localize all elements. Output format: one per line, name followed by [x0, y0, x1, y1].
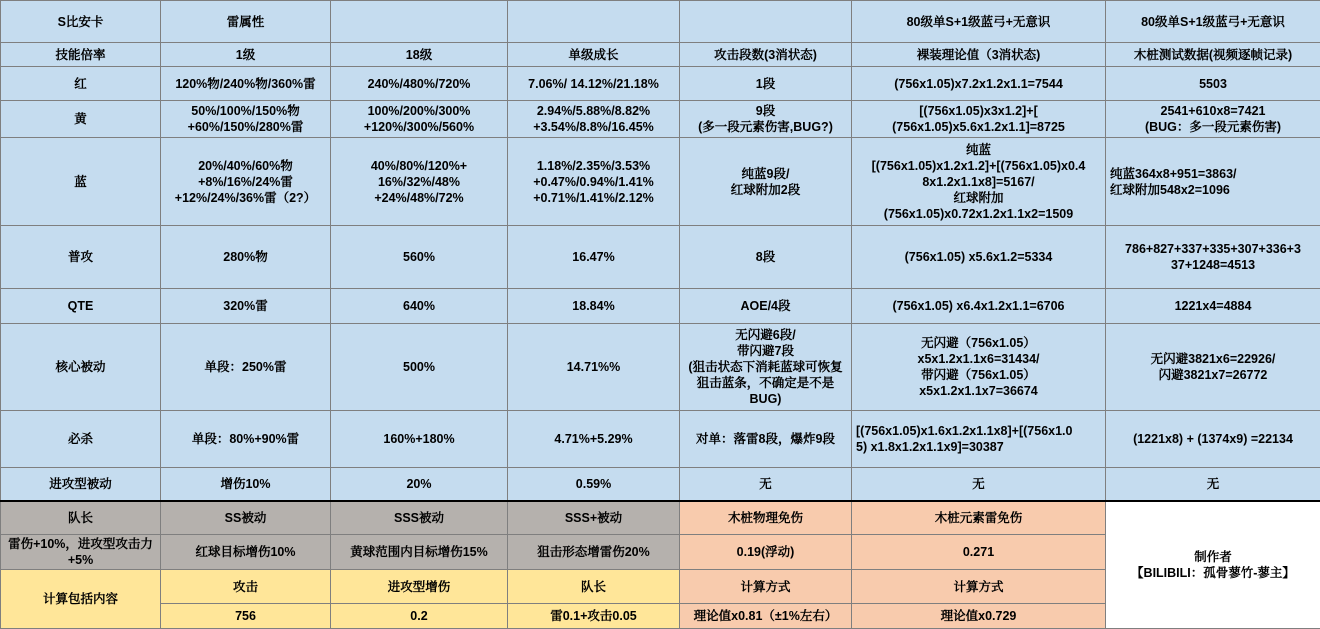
cell-hits: 对单：落雷8段，爆炸9段: [680, 411, 852, 468]
table-row-blue: [1, 138, 1320, 226]
calc-attack-value: 756: [161, 604, 331, 629]
cell-hits: 1段: [680, 67, 852, 101]
physical-res-value: 0.19(浮动): [680, 535, 852, 570]
cell-theory: (756x1.05)x7.2x1.2x1.1=7544: [852, 67, 1106, 101]
row-label: 进攻型被动: [1, 468, 161, 501]
header-row-1: [1, 1, 1320, 43]
cell-lv1: 单段：250%雷: [161, 324, 331, 411]
element-res-value: 0.271: [852, 535, 1106, 570]
cell-growth: 16.47%: [508, 226, 680, 289]
col-header-growth: 单级成长: [508, 43, 680, 67]
cell-hits: AOE/4段: [680, 289, 852, 324]
table-row-core-passive: [1, 324, 1320, 411]
cell-setup-test: 80级单S+1级蓝弓+无意识: [1106, 1, 1320, 43]
cell-theory: 无闪避（756x1.05） x5x1.2x1.1x6=31434/ 带闪避（756x1.05） x5x1.2x1.1x7=36674: [852, 324, 1106, 411]
cell-theory: (756x1.05) x5.6x1.2=5334: [852, 226, 1106, 289]
cell-test: (1221x8) + (1374x9) =22134: [1106, 411, 1320, 468]
cell-growth: 7.06%/ 14.12%/21.18%: [508, 67, 680, 101]
col-header-lv18: 18级: [331, 43, 508, 67]
cell-test: 1221x4=4884: [1106, 289, 1320, 324]
captain-desc: 雷伤+10%，进攻型攻击力+5%: [1, 535, 161, 570]
row-label: 必杀: [1, 411, 161, 468]
table-row-yellow: [1, 101, 1320, 138]
cell-element: 雷属性: [161, 1, 331, 43]
captain-sssplus-effect: 狙击形态增雷伤20%: [508, 535, 680, 570]
cell-growth: 18.84%: [508, 289, 680, 324]
cell-lv18: 560%: [331, 226, 508, 289]
cell-lv18: 240%/480%/720%: [331, 67, 508, 101]
cell-lv1: 320%雷: [161, 289, 331, 324]
cell-theory: [(756x1.05)x1.6x1.2x1.1x8]+[(756x1.0 5) x1.8x1.2x1.1x9]=30387: [852, 411, 1106, 468]
cell-test: 5503: [1106, 67, 1320, 101]
captain-sssplus-label: SSS+被动: [508, 501, 680, 535]
col-header-lv1: 1级: [161, 43, 331, 67]
cell-character: S比安卡: [1, 1, 161, 43]
row-label: 核心被动: [1, 324, 161, 411]
cell-theory: 无: [852, 468, 1106, 501]
table-row-red: [1, 67, 1320, 101]
cell-test: 无: [1106, 468, 1320, 501]
captain-label: 队长: [1, 501, 161, 535]
col-header-theory: 裸装理论值（3消状态): [852, 43, 1106, 67]
cell-growth: 1.18%/2.35%/3.53% +0.47%/0.94%/1.41% +0.71%/1.41%/2.12%: [508, 138, 680, 226]
calc-method-value: 理论值x0.729: [852, 604, 1106, 629]
cell-empty: [508, 1, 680, 43]
cell-test: 2541+610x8=7421 (BUG：多一段元素伤害): [1106, 101, 1320, 138]
col-header-skill: 技能倍率: [1, 43, 161, 67]
cell-lv1: 单段：80%+90%雷: [161, 411, 331, 468]
cell-theory: [(756x1.05)x3x1.2]+[ (756x1.05)x5.6x1.2x1.1]=8725: [852, 101, 1106, 138]
calc-offense-value: 0.2: [331, 604, 508, 629]
author-cell: [1106, 501, 1320, 629]
cell-lv18: 640%: [331, 289, 508, 324]
cell-lv1: 增伤10%: [161, 468, 331, 501]
row-label: QTE: [1, 289, 161, 324]
cell-theory: (756x1.05) x6.4x1.2x1.1=6706: [852, 289, 1106, 324]
col-header-hits: 攻击段数(3消状态): [680, 43, 852, 67]
cell-lv18: 100%/200%/300% +120%/300%/560%: [331, 101, 508, 138]
cell-growth: 4.71%+5.29%: [508, 411, 680, 468]
row-label: 黄: [1, 101, 161, 138]
element-res-label: 木桩元素雷免伤: [852, 501, 1106, 535]
author-label: 制作者: [1194, 550, 1232, 564]
cell-test: 无闪避3821x6=22926/ 闪避3821x7=26772: [1106, 324, 1320, 411]
row-label: 红: [1, 67, 161, 101]
cell-lv18: 160%+180%: [331, 411, 508, 468]
cell-lv18: 20%: [331, 468, 508, 501]
cell-lv18: 40%/80%/120%+ 16%/32%/48% +24%/48%/72%: [331, 138, 508, 226]
author-name: 【BILIBILI：孤骨蓼竹-蓼主】: [1131, 566, 1295, 580]
cell-hits: 9段 (多一段元素伤害,BUG?): [680, 101, 852, 138]
col-header-test: 木桩测试数据(视频逐帧记录): [1106, 43, 1320, 67]
calc-attack-label: 攻击: [161, 570, 331, 604]
captain-sss-label: SSS被动: [331, 501, 508, 535]
row-label: 蓝: [1, 138, 161, 226]
cell-growth: 2.94%/5.88%/8.82% +3.54%/8.8%/16.45%: [508, 101, 680, 138]
table-row-ultimate: [1, 411, 1320, 468]
cell-empty: [680, 1, 852, 43]
cell-growth: 14.71%%: [508, 324, 680, 411]
cell-lv18: 500%: [331, 324, 508, 411]
cell-empty: [331, 1, 508, 43]
captain-sss-effect: 黄球范围内目标增伤15%: [331, 535, 508, 570]
cell-test: 786+827+337+335+307+336+3 37+1248=4513: [1106, 226, 1320, 289]
cell-setup-theory: 80级单S+1级蓝弓+无意识: [852, 1, 1106, 43]
table-row-qte: [1, 289, 1320, 324]
cell-test: 纯蓝364x8+951=3863/ 红球附加548x2=1096: [1106, 138, 1320, 226]
cell-lv1: 20%/40%/60%物 +8%/16%/24%雷 +12%/24%/36%雷（2?）: [161, 138, 331, 226]
cell-hits: 无: [680, 468, 852, 501]
cell-lv1: 280%物: [161, 226, 331, 289]
calc-captain-value: 雷0.1+攻击0.05: [508, 604, 680, 629]
cell-theory: 纯蓝 [(756x1.05)x1.2x1.2]+[(756x1.05)x0.4 8x1.2x1.1x8]=5167/ 红球附加 (756x1.05)x0.72x1.2x1.1x2=1509: [852, 138, 1106, 226]
captain-ss-effect: 红球目标增伤10%: [161, 535, 331, 570]
calc-captain-label: 队长: [508, 570, 680, 604]
calc-method-value: 理论值x0.81（±1%左右）: [680, 604, 852, 629]
captain-ss-label: SS被动: [161, 501, 331, 535]
cell-hits: 无闪避6段/ 带闪避7段 (狙击状态下消耗蓝球可恢复 狙击蓝条，不确定是不是 BUG): [680, 324, 852, 411]
table-row-offense-passive: [1, 468, 1320, 501]
calc-method-label: 计算方式: [680, 570, 852, 604]
calc-method-label: 计算方式: [852, 570, 1106, 604]
physical-res-label: 木桩物理免伤: [680, 501, 852, 535]
cell-lv1: 120%物/240%物/360%雷: [161, 67, 331, 101]
table-row-captain-header: [1, 501, 1320, 535]
row-label: 普攻: [1, 226, 161, 289]
cell-hits: 8段: [680, 226, 852, 289]
cell-lv1: 50%/100%/150%物 +60%/150%/280%雷: [161, 101, 331, 138]
header-row-2: [1, 43, 1320, 67]
cell-hits: 纯蓝9段/ 红球附加2段: [680, 138, 852, 226]
calc-label: 计算包括内容: [1, 570, 161, 629]
calc-offense-label: 进攻型增伤: [331, 570, 508, 604]
cell-growth: 0.59%: [508, 468, 680, 501]
table-row-normal-attack: [1, 226, 1320, 289]
